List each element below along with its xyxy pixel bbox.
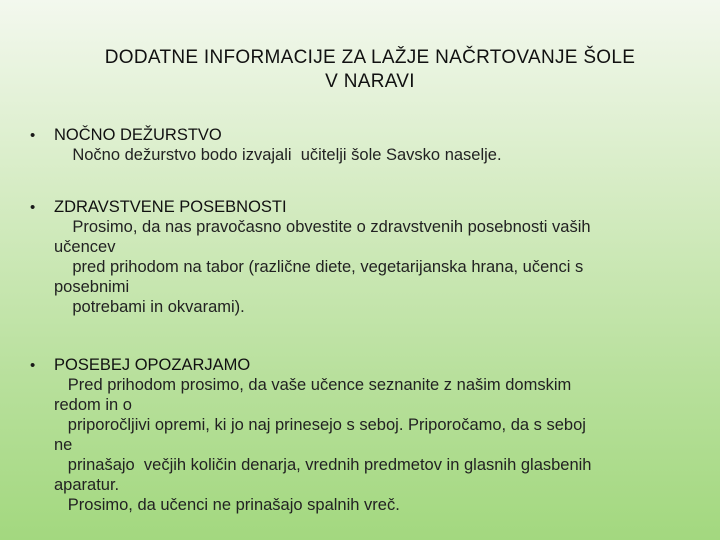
body-line: Prosimo, da nas pravočasno obvestite o zdravstvenih posebnosti vaših: [54, 218, 591, 236]
bullet-icon: •: [30, 357, 36, 374]
section-header: [30, 197, 710, 217]
section-nocno-dezurstvo: [30, 125, 710, 165]
body-line: posebnimi: [54, 278, 130, 296]
body-line: Prosimo, da učenci ne prinašajo spalnih vreč.: [54, 496, 400, 514]
slide-title-line-1: DODATNE INFORMACIJE ZA LAŽJE NAČRTOVANJE ŠOLE: [104, 47, 636, 68]
body-line: ne: [54, 436, 73, 454]
bullet-icon: •: [30, 127, 36, 144]
body-line: redom in o: [54, 396, 132, 414]
body-line: pred prihodom na tabor (različne diete, vegetarijanska hrana, učenci s: [54, 258, 584, 276]
section-header: [30, 125, 710, 145]
body-line: aparatur.: [54, 476, 120, 494]
slide-title-line-2: V NARAVI: [325, 71, 415, 92]
body-line: prinašajo večjih količin denarja, vrednih predmetov in glasnih glasbenih: [54, 456, 592, 474]
body-line: Pred prihodom prosimo, da vaše učence seznanite z našim domskim: [54, 376, 572, 394]
section-heading: POSEBEJ OPOZARJAMO: [54, 356, 251, 374]
body-line: Nočno dežurstvo bodo izvajali učitelji šole Savsko naselje.: [54, 146, 502, 164]
section-header: [30, 355, 710, 375]
section-heading: ZDRAVSTVENE POSEBNOSTI: [54, 198, 287, 216]
body-line: potrebami in okvarami).: [54, 298, 245, 316]
slide-title: [20, 46, 720, 94]
section-posebej-opozarjamo: [30, 355, 710, 515]
body-line: učencev: [54, 238, 116, 256]
section-heading: NOČNO DEŽURSTVO: [54, 126, 222, 144]
bullet-icon: •: [30, 199, 36, 216]
section-zdravstvene-posebnosti: [30, 197, 710, 317]
body-line: priporočljivi opremi, ki jo naj prinesejo s seboj. Priporočamo, da s seboj: [54, 416, 586, 434]
